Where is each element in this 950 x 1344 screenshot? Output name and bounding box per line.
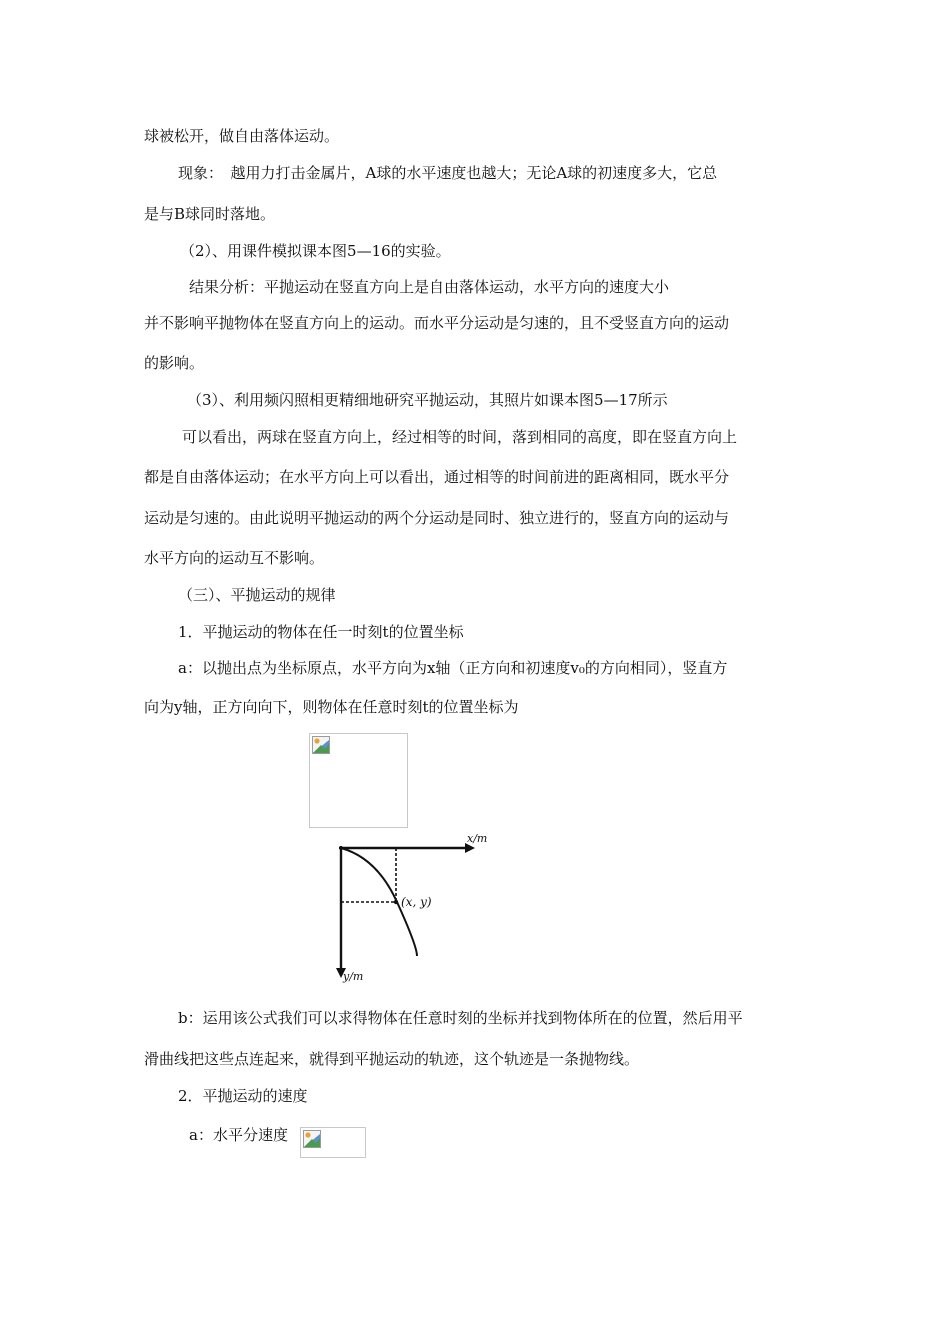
broken-image-placeholder [300, 1127, 366, 1158]
trajectory-figure [325, 828, 525, 988]
section-heading: （三）、平抛运动的规律 [178, 586, 336, 604]
text-line: 可以看出，两球在竖直方向上，经过相等的时间，落到相同的高度，即在竖直方向上 [182, 428, 738, 446]
text-line: a：水平分速度 [189, 1126, 288, 1144]
text-line: 都是自由落体运动；在水平方向上可以看出，通过相等的时间前进的距离相同，既水平分 [144, 468, 730, 486]
broken-image-placeholder [309, 733, 408, 828]
y-axis-label: y/m [343, 970, 364, 983]
text-line: 的影响。 [144, 354, 205, 372]
text-line: 结果分析：平抛运动在竖直方向上是自由落体运动，水平方向的速度大小 [189, 278, 670, 296]
text-line: （3）、利用频闪照相更精细地研究平抛运动，其照片如课本图5—17所示 [187, 391, 668, 409]
text-line: 现象： 越用力打击金属片，A球的水平速度也越大；无论A球的初速度多大，它总 [178, 164, 718, 182]
text-line: 水平方向的运动互不影响。 [144, 549, 325, 567]
text-line: 运动是匀速的。由此说明平抛运动的两个分运动是同时、独立进行的，竖直方向的运动与 [144, 509, 730, 527]
text-line: 球被松开，做自由落体运动。 [144, 127, 340, 145]
text-line: 1．平抛运动的物体在任一时刻t的位置坐标 [178, 623, 464, 641]
text-line: b：运用该公式我们可以求得物体在任意时刻的坐标并找到物体所在的位置，然后用平 [178, 1009, 743, 1027]
point-label: (x, y) [401, 895, 432, 909]
text-line: 滑曲线把这些点连起来，就得到平抛运动的轨迹，这个轨迹是一条抛物线。 [144, 1050, 640, 1068]
broken-image-icon [312, 736, 330, 754]
text-line: 2．平抛运动的速度 [178, 1087, 308, 1105]
text-line: 向为y轴，正方向向下，则物体在任意时刻t的位置坐标为 [144, 698, 519, 716]
text-line: 是与B球同时落地。 [144, 205, 276, 223]
text-line: a：以抛出点为坐标原点，水平方向为x轴（正方向和初速度v₀的方向相同），竖直方 [178, 659, 728, 677]
x-axis-label: x/m [467, 832, 488, 845]
point-marker [394, 900, 398, 904]
text-line: 并不影响平抛物体在竖直方向上的运动。而水平分运动是匀速的，且不受竖直方向的运动 [144, 314, 730, 332]
broken-image-icon [303, 1130, 321, 1148]
text-line: （2）、用课件模拟课本图5—16的实验。 [180, 242, 451, 260]
